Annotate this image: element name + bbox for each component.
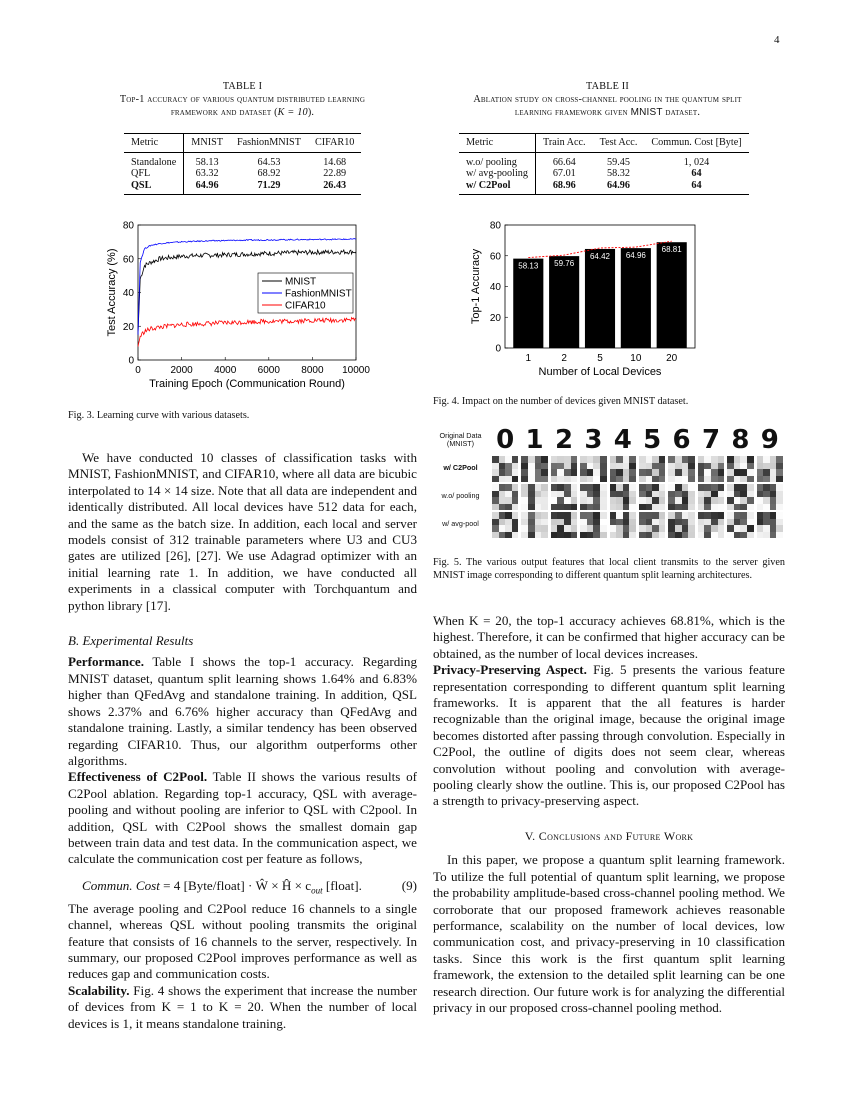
fig5-original-digit: 1 — [525, 425, 544, 455]
y-tick-label: 0 — [128, 355, 134, 367]
bar-data-label: 64.96 — [625, 251, 646, 261]
fig5-feature-map — [610, 456, 636, 482]
fig5-feature-pixel — [718, 504, 725, 511]
privacy-text: Fig. 5 presents the various feature representation corresponding to different quantum split learning frameworks. It is apparent that the all features is harder recognizable than the original image, because the original image becomes distorted after passing through convolution. Especially in C2Pool, the outline of digits does not seem clear, whereas convolution without pooling and convolution with average-pooling clearly show the outline. This is, our proposed C2Pool has a strength to privacy-preserving aspect. — [433, 662, 785, 809]
x-tick-label: 20 — [666, 353, 678, 364]
equation-9 — [68, 874, 417, 898]
performance-text: Table I shows the top-1 accuracy. Regarding MNIST dataset, quantum split learning shows 1.64% and 6.83% higher than QFedAvg and standalone training. In addition, QSL shows 2.37% and 6.76% higher accuracy than QFedAvg and standalone training. Lastly, a similar tendency has been observed regarding CIFAR10. Thus, our algorithm outperforms other algorithms. — [68, 654, 417, 768]
fig5-feature-pixel — [698, 476, 705, 483]
table-row — [459, 180, 749, 195]
fig5-feature-pixel — [688, 532, 695, 539]
y-tick-label: 60 — [489, 251, 501, 263]
fig5-feature-pixel — [587, 532, 594, 539]
fig5-feature-pixel — [505, 476, 512, 483]
fig5-feature-map — [757, 456, 783, 482]
fig5-row-label: w.o/ pooling — [441, 491, 480, 500]
right-column-text — [433, 613, 785, 1016]
fig5-feature-pixel — [505, 504, 512, 511]
fig5-feature-pixel — [711, 476, 718, 483]
table1-header-cell: Metric — [124, 134, 184, 153]
fig5-feature-pixel — [535, 476, 542, 483]
table1-header-cell: MNIST — [191, 137, 223, 148]
fig5-feature-pixel — [770, 476, 777, 483]
table1-caption-k: K = 10 — [277, 107, 308, 118]
fig5-feature-map — [521, 512, 547, 538]
fig5-feature-pixel — [593, 532, 600, 539]
legend-label: MNIST — [285, 276, 317, 288]
fig5-feature-pixel — [505, 532, 512, 539]
fig5-feature-pixel — [593, 476, 600, 483]
fig5-feature-pixel — [740, 504, 747, 511]
fig5-feature-pixel — [587, 476, 594, 483]
fig5-feature-pixel — [521, 504, 528, 511]
table-cell: 64.96 — [607, 179, 630, 191]
fig5-feature-pixel — [492, 532, 499, 539]
table2-caption-line2a: learning framework given — [514, 107, 631, 118]
fig5-feature-pixel — [629, 504, 636, 511]
fig5-feature-pixel — [711, 504, 718, 511]
table1-caption-line1: Top-1 accuracy of various quantum distributed learning — [119, 94, 366, 105]
fig5-feature-pixel — [770, 504, 777, 511]
x-tick-label: 2 — [561, 353, 567, 364]
privacy-heading: Privacy-Preserving Aspect. — [433, 662, 587, 678]
fig5-feature-pixel — [616, 504, 623, 511]
fig5-feature-pixel — [747, 476, 754, 483]
fig5-feature-pixel — [688, 476, 695, 483]
table-cell: 26.43 — [323, 179, 347, 191]
fig5-feature-map — [639, 484, 665, 510]
table-cell: w/ avg-pooling — [459, 168, 535, 180]
fig5-feature-pixel — [668, 504, 675, 511]
fig5-feature-pixel — [675, 504, 682, 511]
fig5-feature-pixel — [610, 532, 617, 539]
equation-rhs: = 4 [Byte/float] · Ŵ × Ĥ × c — [163, 877, 312, 893]
fig5-feature-pixel — [571, 504, 578, 511]
paragraph-avg-pooling: The average pooling and C2Pool reduce 16 channels to a single channel, whereas QSL without pooling transmits the original feature that consists of 16 channels to the server, respectively. In summary, our proposed C2Pool improves performance as well as reduces gap and communication costs. — [68, 900, 417, 982]
y-tick-label: 40 — [122, 288, 134, 299]
bar — [621, 248, 651, 348]
y-tick-label: 40 — [489, 282, 501, 293]
table-cell: Standalone — [124, 152, 184, 168]
table1-header-cell: FashionMNIST — [236, 137, 301, 148]
paragraph-setup: We have conducted 10 classes of classification tasks with MNIST, FashionMNIST, and CIFAR10, where all data are bicubic interpolated to 14 × 14 size. Note that all data are independent and identically distributed. All local devices have 512 data for each, and the same as the batch size. In addition, each local and server models consist of 312 trainable parameters where U3 and CU3 gates are utilized [26], [27]. We use Adagrad optimizer with an initial learning rate 1. In addition, we have conducted all experiments in a classical computer with Torchquantum and python library [17]. — [68, 450, 417, 613]
effectiveness-heading: Effectiveness of C2Pool. — [68, 769, 208, 785]
fig5-feature-pixel — [646, 504, 653, 511]
bar — [657, 242, 687, 348]
fig5-original-digit: 6 — [672, 425, 691, 455]
fig5-feature-map — [727, 456, 753, 482]
table2-title: TABLE II — [586, 81, 629, 92]
section-b-heading: B. Experimental Results — [68, 633, 194, 649]
table-cell: 22.89 — [323, 168, 347, 179]
fig5-feature-map — [551, 512, 577, 538]
table2-caption-line2b: dataset. — [662, 107, 701, 118]
paragraph-conclusion: In this paper, we propose a quantum split learning framework. To utilize the full potential of quantum split learning, we propose the probability amplitude-based cross-channel pooling method. We corroborate that our proposed framework achieves reasonable performance, scalability on the number of local devices, low communication cost, and privacy-preserving in 10 classification tasks. Since this work is the first quantum split learning framework, the extension to the detailed split learning can be one research direction. Our future work is for analyzing the differential privacy in our proposed cross-channel pooling method. — [433, 852, 785, 1015]
fig5-feature-pixel — [740, 532, 747, 539]
fig5-feature-pixel — [551, 476, 558, 483]
fig5-feature-pixel — [528, 532, 535, 539]
table1-title: TABLE I — [222, 81, 263, 92]
fig5-feature-pixel — [541, 532, 548, 539]
table-row — [124, 180, 361, 195]
fig5-feature-pixel — [580, 476, 587, 483]
table-cell: 64 — [691, 179, 702, 191]
x-tick-label: 10 — [630, 353, 642, 364]
fig5-feature-pixel — [492, 476, 499, 483]
fig5-feature-map — [492, 484, 518, 510]
fig5-feature-pixel — [499, 532, 506, 539]
fig5-feature-pixel — [564, 476, 571, 483]
performance-heading: Performance. — [68, 654, 144, 670]
fig5-feature-map — [580, 456, 606, 482]
fig5-feature-pixel — [580, 504, 587, 511]
fig5-feature-pixel — [763, 532, 770, 539]
table1 — [124, 133, 361, 195]
fig5-feature-pixel — [727, 504, 734, 511]
fig5-feature-map — [610, 484, 636, 510]
fig5-feature-pixel — [757, 532, 764, 539]
y-axis-label: Test Accuracy (%) — [106, 248, 118, 337]
section-v-heading: V. Conclusions and Future Work — [524, 828, 694, 843]
table-cell: 71.29 — [257, 179, 281, 191]
fig5-feature-pixel — [623, 504, 630, 511]
fig5-feature-pixel — [659, 532, 666, 539]
table-cell: 64.96 — [195, 179, 219, 191]
table2-header-cell: Metric — [459, 134, 535, 153]
paragraph-privacy — [433, 662, 785, 810]
fig5-feature-pixel — [629, 532, 636, 539]
fig5-feature-pixel — [646, 532, 653, 539]
fig5-feature-pixel — [600, 504, 607, 511]
fig5-feature-map — [698, 484, 724, 510]
bar — [549, 256, 579, 348]
table2-caption-mnist: MNIST — [630, 107, 663, 118]
fig5-feature-pixel — [682, 476, 689, 483]
fig5-feature-pixel — [757, 476, 764, 483]
fig5-feature-pixel — [564, 504, 571, 511]
fig5-feature-pixel — [646, 476, 653, 483]
legend-label: CIFAR10 — [285, 300, 326, 312]
fig5-feature-map — [521, 456, 547, 482]
table-cell: 14.68 — [323, 156, 347, 168]
table1-caption-line2a: framework and dataset ( — [170, 107, 278, 118]
x-tick-label: 8000 — [301, 365, 324, 376]
fig5-feature-map — [757, 484, 783, 510]
bar — [585, 249, 615, 348]
fig5-feature-pixel — [652, 476, 659, 483]
fig5-feature-pixel — [557, 532, 564, 539]
left-column-text — [68, 450, 417, 1032]
fig5-feature-pixel — [776, 504, 783, 511]
fig5-row-label: w/ C2Pool — [443, 463, 478, 472]
fig5-feature-map — [639, 456, 665, 482]
x-axis-label: Number of Local Devices — [538, 366, 662, 378]
fig5-feature-map — [639, 512, 665, 538]
paragraph-scalability — [68, 983, 417, 1032]
page-number: 4 — [774, 34, 780, 46]
legend-label: FashionMNIST — [285, 288, 352, 300]
fig4-caption: Fig. 4. Impact on the number of devices given MNIST dataset. — [433, 396, 689, 407]
fig5-feature-pixel — [682, 504, 689, 511]
table1-caption-line2b: ). — [307, 107, 315, 118]
fig5-feature-pixel — [734, 504, 741, 511]
fig3-learning-curve-chart — [100, 215, 375, 400]
fig5-feature-pixel — [734, 476, 741, 483]
fig5-original-digit: 4 — [613, 425, 632, 455]
fig5-feature-pixel — [629, 476, 636, 483]
fig5-feature-pixel — [776, 476, 783, 483]
fig5-feature-pixel — [639, 504, 646, 511]
paragraph-when-k20: When K = 20, the top-1 accuracy achieves 68.81%, which is the highest. Therefore, it can be confirmed that higher accuracy can be obtained, as the number of local devices increases. — [433, 613, 785, 661]
fig5-feature-pixel — [704, 476, 711, 483]
fig5-feature-pixel — [528, 504, 535, 511]
fig5-feature-pixel — [727, 532, 734, 539]
table-cell: w.o/ pooling — [459, 152, 535, 168]
legend — [258, 273, 353, 313]
fig5-feature-map — [727, 484, 753, 510]
fig5-feature-pixel — [610, 504, 617, 511]
fig5-feature-pixel — [571, 532, 578, 539]
fig5-feature-pixel — [616, 476, 623, 483]
table-row — [124, 152, 361, 168]
fig5-feature-map — [492, 456, 518, 482]
table2-header-cell: Commun. Cost [Byte] — [651, 137, 742, 148]
fig5-feature-pixel — [675, 532, 682, 539]
scalability-text: Fig. 4 shows the experiment that increase the number of devices from K = 1 to K = 20. When the number of local devices is 1, it means standalone training. — [68, 982, 417, 1031]
table-row — [459, 152, 749, 168]
x-tick-label: 4000 — [214, 365, 237, 376]
equation-tail: [float]. — [322, 877, 362, 893]
fig5-feature-pixel — [668, 476, 675, 483]
fig5-feature-map — [757, 512, 783, 538]
fig5-feature-pixel — [668, 532, 675, 539]
y-tick-label: 80 — [122, 220, 134, 232]
fig5-feature-pixel — [521, 476, 528, 483]
fig5-feature-pixel — [512, 504, 519, 511]
fig5-feature-pixel — [770, 532, 777, 539]
fig5-feature-pixel — [639, 532, 646, 539]
fig5-feature-pixel — [521, 532, 528, 539]
table2-caption — [433, 80, 782, 119]
fig5-feature-map — [551, 456, 577, 482]
fig5-feature-pixel — [740, 476, 747, 483]
fig5-feature-pixel — [718, 476, 725, 483]
table2-header-row — [459, 134, 749, 153]
fig5-feature-pixel — [698, 504, 705, 511]
fig5-feature-pixel — [580, 532, 587, 539]
fig3-caption: Fig. 3. Learning curve with various datasets. — [68, 410, 250, 421]
table1-caption — [68, 80, 417, 119]
fig5-original-digit: 0 — [496, 425, 515, 455]
table-cell: 64 — [691, 168, 702, 179]
y-axis-label: Top-1 Accuracy — [470, 248, 482, 325]
fig5-feature-map — [698, 512, 724, 538]
fig5-feature-map — [668, 456, 694, 482]
table-cell: QSL — [124, 180, 184, 195]
x-tick-label: 1 — [525, 353, 532, 364]
table-cell: 64.53 — [257, 156, 281, 168]
table1-header-cell: CIFAR10 — [314, 137, 355, 148]
table-cell: QFL — [124, 168, 184, 180]
fig5-row-label: w/ avg-pool — [442, 519, 479, 528]
fig5-feature-pixel — [734, 532, 741, 539]
fig5-feature-map — [668, 512, 694, 538]
fig5-feature-pixel — [512, 476, 519, 483]
fig5-feature-pixel — [747, 532, 754, 539]
table-cell: 67.01 — [552, 168, 576, 179]
fig5-feature-map — [521, 484, 547, 510]
fig5-feature-pixel — [711, 532, 718, 539]
fig5-feature-map — [580, 484, 606, 510]
fig5-feature-pixel — [551, 532, 558, 539]
y-tick-label: 80 — [489, 220, 501, 232]
fig5-feature-pixel — [639, 476, 646, 483]
fig5-feature-pixel — [698, 532, 705, 539]
table-cell: 66.64 — [552, 156, 576, 168]
fig5-feature-pixel — [557, 504, 564, 511]
scalability-heading: Scalability. — [68, 982, 130, 998]
fig5-feature-pixel — [682, 532, 689, 539]
bar-data-label: 64.42 — [589, 251, 611, 261]
fig5-feature-pixel — [623, 476, 630, 483]
effectiveness-text: Table II shows the various results of C2Pool ablation. Regarding top-1 accuracy, QSL with average-pooling and without pooling are inferior to QSL with C2pool. In addition, QSL with C2Pool shows the smallest domain gap between train data and test data. In the communication aspect, we calculate the communication cost per feature as follows, — [68, 769, 417, 867]
fig5-feature-map — [668, 484, 694, 510]
equation-lhs: Commun. Cost — [82, 877, 160, 893]
fig5-feature-pixel — [659, 504, 666, 511]
fig5-feature-pixel — [600, 532, 607, 539]
fig5-feature-pixel — [652, 532, 659, 539]
fig5-row-label: Original Data (MNIST) — [439, 431, 482, 448]
fig5-feature-pixel — [675, 476, 682, 483]
fig5-feature-pixel — [727, 476, 734, 483]
y-tick-label: 60 — [122, 254, 134, 266]
fig5-feature-pixel — [512, 532, 519, 539]
x-tick-label: 6000 — [257, 365, 280, 376]
y-tick-label: 20 — [489, 312, 501, 324]
fig5-image-grid — [491, 426, 785, 544]
fig5-feature-pixel — [747, 504, 754, 511]
fig5-feature-pixel — [757, 504, 764, 511]
fig5-feature-map — [610, 512, 636, 538]
paragraph-performance — [68, 654, 417, 769]
fig5-feature-pixel — [623, 532, 630, 539]
x-tick-label: 0 — [135, 365, 141, 376]
bar-data-label: 68.81 — [661, 245, 682, 255]
fig5-feature-pixel — [776, 532, 783, 539]
fig4-devices-bar-chart — [465, 215, 720, 380]
table-cell: 58.32 — [607, 168, 630, 179]
table2-header-cell: Train Acc. — [542, 137, 586, 148]
fig5-feature-pixel — [587, 504, 594, 511]
table-cell: 59.45 — [607, 156, 630, 168]
fig5-feature-pixel — [659, 476, 666, 483]
fig5-feature-pixel — [551, 504, 558, 511]
table1-header-row — [124, 134, 361, 153]
fig5-feature-pixel — [492, 504, 499, 511]
fig5-feature-pixel — [704, 532, 711, 539]
fig5-feature-pixel — [593, 504, 600, 511]
fig5-feature-pixel — [616, 532, 623, 539]
fig5-feature-pixel — [610, 476, 617, 483]
fig5-feature-pixel — [564, 532, 571, 539]
table-cell: 68.96 — [552, 179, 576, 191]
fig5-feature-pixel — [535, 504, 542, 511]
x-tick-label: 5 — [597, 353, 603, 364]
bar-data-label: 58.13 — [518, 261, 539, 271]
fig5-feature-pixel — [704, 504, 711, 511]
table2-caption-line1: Ablation study on cross-channel pooling in the quantum split — [473, 94, 742, 105]
table-cell: w/ C2Pool — [459, 180, 535, 195]
fig5-original-digit: 7 — [701, 425, 721, 455]
x-tick-label: 2000 — [170, 365, 193, 376]
fig5-feature-map — [551, 484, 577, 510]
x-tick-label: 10000 — [342, 365, 370, 376]
fig5-feature-pixel — [541, 504, 548, 511]
table-cell: 1, 024 — [683, 156, 710, 168]
fig5-caption: Fig. 5. The various output features that local client transmits to the server given MNIST image corresponding to different quantum split learning architectures. — [433, 557, 785, 581]
equation-subscript: out — [311, 885, 323, 896]
fig5-feature-pixel — [557, 476, 564, 483]
fig5-feature-pixel — [763, 504, 770, 511]
fig5-feature-map — [698, 456, 724, 482]
fig5-original-digit: 3 — [584, 425, 603, 455]
fig5-original-digit: 8 — [731, 425, 750, 455]
equation-number: (9) — [401, 877, 417, 893]
fig5-original-digit: 2 — [554, 425, 574, 455]
fig5-feature-pixel — [541, 476, 548, 483]
fig5-feature-pixel — [528, 476, 535, 483]
table-row — [459, 168, 749, 180]
paragraph-effectiveness — [68, 769, 417, 867]
fig5-feature-pixel — [499, 476, 506, 483]
fig5-original-digit: 5 — [643, 425, 662, 455]
bar — [513, 259, 543, 348]
fig5-feature-pixel — [499, 504, 506, 511]
fig5-feature-grid — [433, 426, 785, 544]
table2-header-cell: Test Acc. — [599, 137, 638, 148]
fig5-feature-pixel — [600, 476, 607, 483]
fig5-feature-map — [727, 512, 753, 538]
fig5-feature-pixel — [718, 532, 725, 539]
fig5-feature-pixel — [652, 504, 659, 511]
table-cell: 68.92 — [257, 168, 281, 179]
table-cell: 58.13 — [195, 156, 219, 168]
y-tick-label: 0 — [495, 343, 501, 355]
fig5-feature-pixel — [571, 476, 578, 483]
x-axis-label: Training Epoch (Communication Round) — [149, 378, 345, 390]
fig5-original-digit: 9 — [760, 425, 779, 455]
fig5-feature-map — [580, 512, 606, 538]
table-cell: 63.32 — [195, 168, 219, 179]
table-row — [124, 168, 361, 180]
fig5-feature-pixel — [535, 532, 542, 539]
bar-data-label: 59.76 — [554, 259, 575, 269]
y-tick-label: 20 — [122, 321, 134, 333]
table2 — [459, 133, 749, 195]
fig5-feature-pixel — [688, 504, 695, 511]
fig5-feature-map — [492, 512, 518, 538]
fig5-feature-pixel — [763, 476, 770, 483]
